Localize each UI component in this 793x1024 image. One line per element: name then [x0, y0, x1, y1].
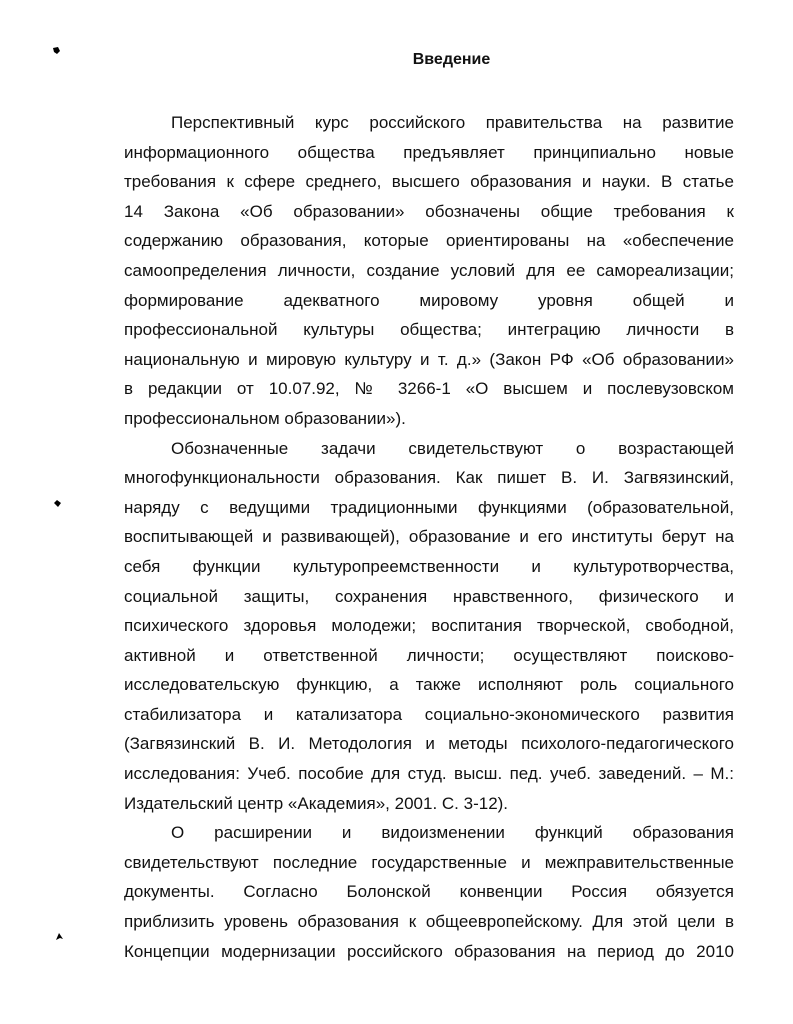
text-line: активной и ответственной личности; осуществляют поисково-: [124, 645, 734, 665]
paragraph-3: [124, 818, 734, 966]
text-line: самоопределения личности, создание условий для ее самореализации;: [124, 260, 734, 280]
text-line: приблизить уровень образования к общеевропейскому. Для этой цели в: [124, 912, 734, 932]
page-title: Введение: [412, 51, 491, 68]
text-line: в редакции от 10.07.92, № 3266-1 «О высшем и послевузовском: [124, 379, 734, 399]
text-line: (Загвязинский В. И. Методология и методы психолого-педагогического: [124, 734, 734, 754]
text-line: стабилизатора и катализатора социально-экономического развития: [124, 704, 734, 724]
text-line: психического здоровья молодежи; воспитания творческой, свободной,: [124, 616, 734, 636]
text-line: профессиональной культуры общества; интеграцию личности в: [124, 320, 734, 340]
text-line: требования к сфере среднего, высшего образования и науки. В статье: [124, 172, 734, 192]
scan-speck-middle-left: [53, 499, 62, 508]
text-line: О расширении и видоизменении функций образования: [171, 823, 734, 843]
scan-speck-bottom-left: [55, 932, 64, 941]
text-line: национальную и мировую культуру и т. д.» (Закон РФ «Об образовании»: [124, 349, 734, 369]
text-line: формирование адекватного мировому уровня общей и: [124, 290, 734, 310]
text-line: документы. Согласно Болонской конвенции Россия обязуется: [124, 882, 734, 902]
text-line: содержанию образования, которые ориентированы на «обеспечение: [124, 231, 734, 251]
text-line: профессиональном образовании»).: [124, 408, 406, 428]
text-line: себя функции культуропреемственности и культуротворчества,: [124, 556, 734, 576]
text-line: социальной защиты, сохранения нравственного, физического и: [124, 586, 734, 606]
text-line: Перспективный курс российского правительства на развитие: [171, 113, 734, 132]
text-line: исследовательскую функцию, а также исполняют роль социального: [124, 675, 734, 695]
text-line: свидетельствуют последние государственные и межправительственные: [124, 852, 734, 872]
text-line: 14 Закона «Об образовании» обозначены общие требования к: [124, 201, 734, 221]
paragraph-1: [124, 108, 734, 434]
text-line: информационного общества предъявляет принципиально новые: [124, 142, 734, 162]
paragraph-2: [124, 434, 734, 819]
document-body: [124, 108, 734, 966]
text-line: исследования: Учеб. пособие для студ. высш. пед. учеб. заведений. – М.:: [124, 764, 734, 784]
text-line: многофункциональности образования. Как пишет В. И. Загвязинский,: [124, 468, 734, 488]
text-line: наряду с ведущими традиционными функциями (образовательной,: [124, 497, 734, 517]
text-line: Концепции модернизации российского образования на период до 2010: [124, 941, 734, 961]
text-line: Издательский центр «Академия», 2001. С. 3-12).: [124, 793, 509, 813]
text-line: Обозначенные задачи свидетельствуют о возрастающей: [171, 438, 734, 458]
text-line: воспитывающей и развивающей), образование и его институты берут на: [124, 527, 734, 547]
